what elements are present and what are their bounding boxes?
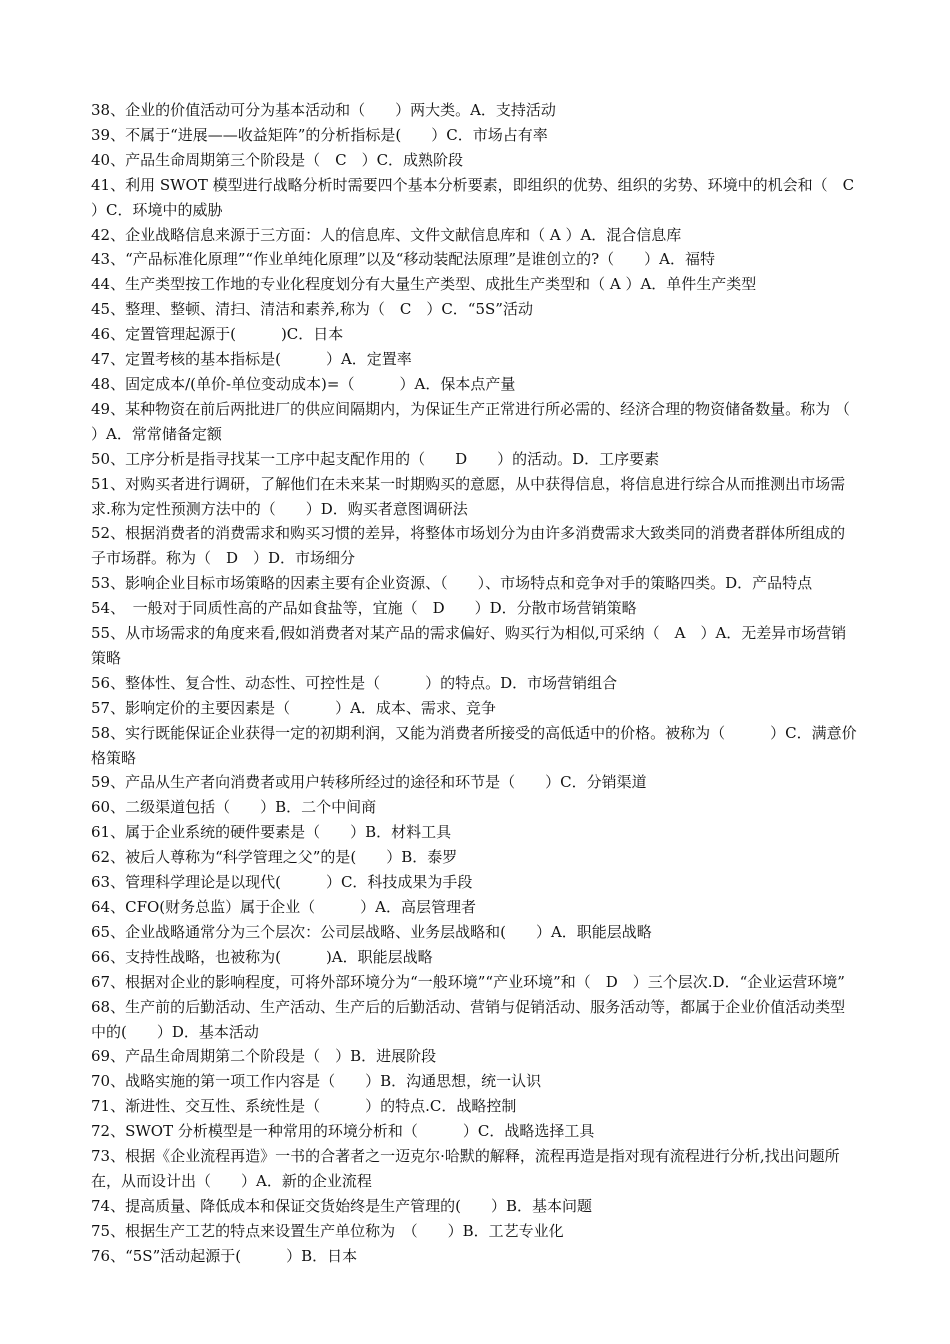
question-item: 55、从市场需求的角度来看,假如消费者对某产品的需求偏好、购买行为相似,可采纳（ A ）A．无差异市场营销策略 <box>91 624 847 667</box>
question-item: 44、生产类型按工作地的专业化程度划分有大量生产类型、成批生产类型和（ A ）A．单件生产类型 <box>91 275 757 294</box>
question-item: 43、“产品标准化原理”“作业单纯化原理”以及“移动装配法原理”是谁创立的?（ ）A．福特 <box>91 250 715 269</box>
question-item: 41、利用 SWOT 模型进行战略分析时需要四个基本分析要素，即组织的优势、组织的劣势、环境中的机会和（ C ）C．环境中的威胁 <box>91 175 870 219</box>
question-item: 51、对购买者进行调研，了解他们在未来某一时期购买的意愿，从中获得信息，将信息进行综合从而推测出市场需求.称为定性预测方法中的（ ）D．购买者意图调研法 <box>91 474 846 518</box>
question-item: 61、属于企业系统的硬件要素是（ ）B．材料工具 <box>91 823 452 842</box>
question-item: 53、影响企业目标市场策略的因素主要有企业资源、（ ）、市场特点和竞争对手的策略四类。D．产品特点 <box>91 574 813 593</box>
question-item: 57、影响定价的主要因素是（ ）A．成本、需求、竞争 <box>91 698 496 717</box>
question-item: 71、渐进性、交互性、系统性是（ ）的特点.C．战略控制 <box>91 1097 517 1116</box>
question-item: 64、CFO(财务总监）属于企业（ ）A．高层管理者 <box>91 898 476 916</box>
question-item: 72、SWOT 分析模型是一种常用的环境分析和（ ）C．战略选择工具 <box>91 1122 595 1141</box>
question-item: 39、不属于“进展——收益矩阵”的分析指标是( ）C．市场占有率 <box>91 125 548 144</box>
question-item: 75、根据生产工艺的特点来设置生产单位称为 （ ）B．工艺专业化 <box>91 1221 564 1240</box>
question-item: 49、某种物资在前后两批进厂的供应间隔期内，为保证生产正常进行所必需的、经济合理的物资储备数量。称为 （ ）A．常常储备定额 <box>91 399 895 443</box>
question-item: 50、工序分析是指寻找某一工序中起支配作用的（ D ）的活动。D．工序要素 <box>91 449 660 468</box>
question-item: 58、实行既能保证企业获得一定的初期利润，又能为消费者所接受的高低适中的价格。被称为（ ）C．满意价格策略 <box>91 723 857 767</box>
question-item: 47、定置考核的基本指标是( ）A．定置率 <box>91 350 412 369</box>
question-item: 54、 一般对于同质性高的产品如食盐等，宜施（ D ）D．分散市场营销策略 <box>91 599 637 618</box>
question-item: 70、战略实施的第一项工作内容是（ ）B．沟通思想，统一认识 <box>91 1072 542 1091</box>
question-item: 45、整理、整顿、清扫、清洁和素养,称为（ C ）C．“5S”活动 <box>91 300 533 319</box>
question-item: 60、二级渠道包括（ ）B．二个中间商 <box>91 798 377 817</box>
question-item: 67、根据对企业的影响程度，可将外部环境分为“一般环境”“产业环境”和（ D ）三个层次.D．“企业运营环境” <box>91 972 845 991</box>
question-item: 59、产品从生产者向消费者或用户转移所经过的途径和环节是（ ）C．分销渠道 <box>91 773 647 792</box>
question-item: 73、根据《企业流程再造》一书的合著者之一迈克尔·哈默的解释，流程再造是指对现有流程进行分析,找出问题所在，从而设计出（ ）A．新的企业流程 <box>91 1147 840 1190</box>
question-item: 42、企业战略信息来源于三方面：人的信息库、文件文献信息库和（ A ）A．混合信息库 <box>91 225 682 244</box>
question-item: 69、产品生命周期第二个阶段是（ ）B．进展阶段 <box>91 1047 437 1066</box>
question-item: 38、企业的价值活动可分为基本活动和（ ）两大类。A．支持活动 <box>91 101 556 119</box>
question-item: 48、固定成本/(单价-单位变动成本)=（ ）A．保本点产量 <box>91 374 516 393</box>
question-item: 74、提高质量、降低成本和保证交货始终是生产管理的( ）B．基本问题 <box>91 1196 592 1215</box>
question-item: 65、企业战略通常分为三个层次：公司层战略、业务层战略和( ）A．职能层战略 <box>91 922 652 941</box>
question-item: 40、产品生命周期第三个阶段是（ C ）C．成熟阶段 <box>91 150 464 169</box>
question-item: 68、生产前的后勤活动、生产活动、生产后的后勤活动、营销与促销活动、服务活动等，都属于企业价值活动类型中的( ）D．基本活动 <box>91 997 846 1041</box>
question-item: 62、被后人尊称为“科学管理之父”的是( ）B．泰罗 <box>91 848 458 867</box>
question-item: 56、整体性、复合性、动态性、可控性是（ ）的特点。D．市场营销组合 <box>91 673 618 692</box>
question-item: 66、支持性战略，也被称为( )A．职能层战略 <box>91 947 433 966</box>
question-item: 46、定置管理起源于( )C．日本 <box>91 325 344 344</box>
question-item: 76、“5S”活动起源于( ）B．日本 <box>91 1246 358 1265</box>
question-item: 52、根据消费者的消费需求和购买习惯的差异，将整体市场划分为由许多消费需求大致类同的消费者群体所组成的子市场群。称为（ D ）D．市场细分 <box>91 524 846 568</box>
question-list <box>91 98 895 1269</box>
question-item: 63、管理科学理论是以现代( ）C．科技成果为手段 <box>91 873 473 892</box>
